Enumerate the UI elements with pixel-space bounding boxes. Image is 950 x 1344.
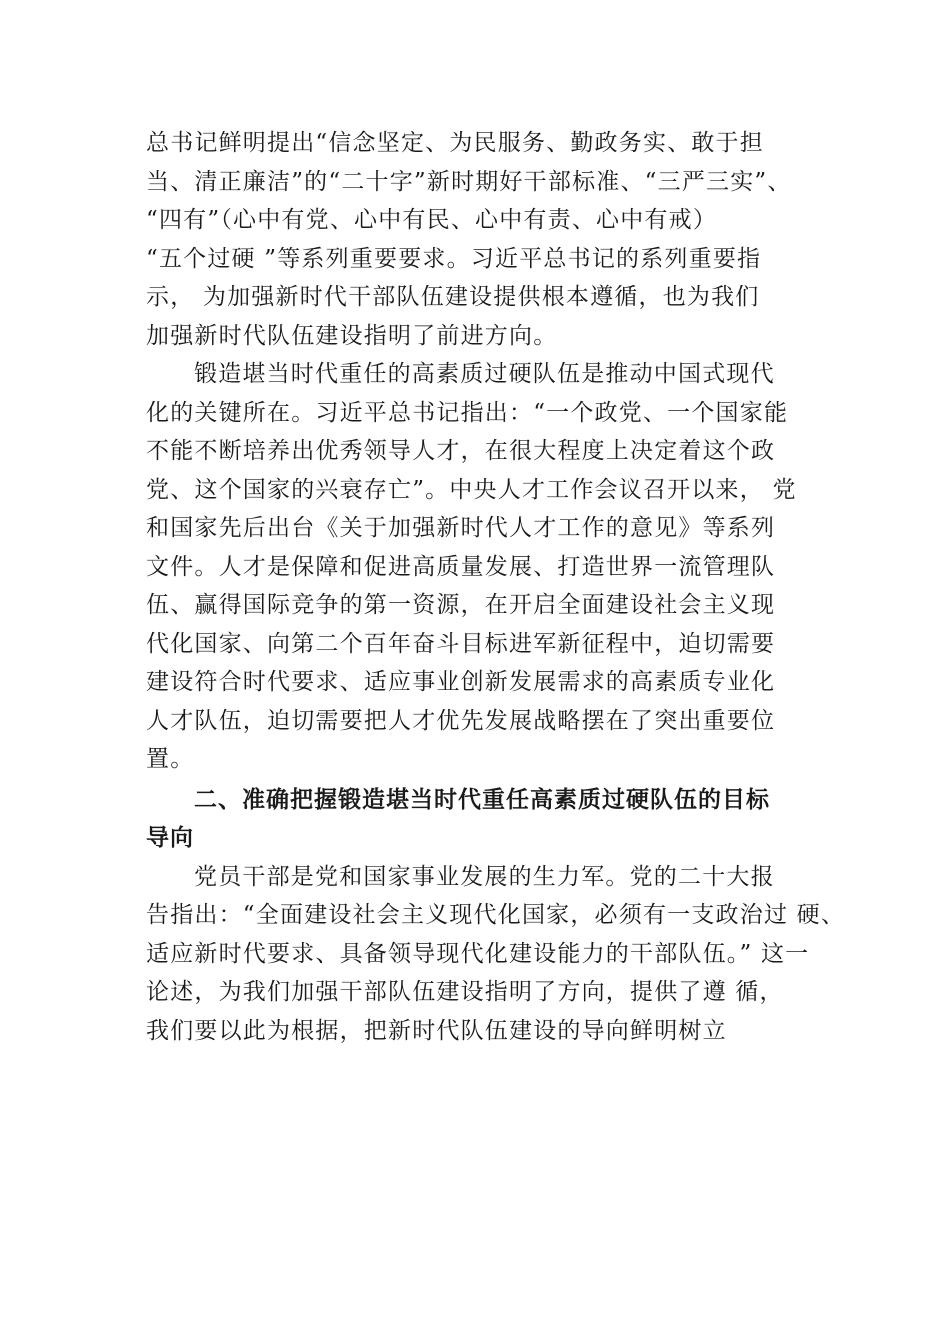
text-line: 适应新时代要求、具备领导现代化建设能力的干部队伍。” 这一 [146, 940, 810, 967]
text-line: 当、清正廉洁”的“二十字”新时期好干部标准、“三严三实”、 [146, 168, 792, 195]
heading-line: 导向 [146, 825, 194, 851]
text-line: 不能不断培养出优秀领导人才，在很大程度上决定着这个政 [146, 438, 776, 464]
text-line: “五个过硬 ”等系列重要要求。习近平总书记的系列重要指 [146, 245, 762, 272]
text-line: 化的关键所在。习近平总书记指出：“一个政党、一个国家能 [146, 399, 789, 426]
text-line: 伍、赢得国际竞争的第一资源，在开启全面建设社会主义现 [146, 592, 776, 618]
paragraph-1 [146, 124, 826, 355]
text-line: 总书记鲜明提出“信念坚定、为民服务、勤政务实、敢于担 [146, 130, 764, 156]
text-line: 锻造堪当时代重任的高素质过硬队伍是推动中国式现代 [194, 361, 775, 387]
text-line: 论述，为我们加强干部队伍建设指明了方向，提供了遵 循， [146, 979, 784, 1005]
text-line: 加强新时代队伍建设指明了前进方向。 [146, 322, 558, 349]
text-line: 党、这个国家的兴衰存亡”。中央人才工作会议召开以来， 党 [146, 476, 797, 503]
section-heading [146, 781, 826, 858]
paragraph-2 [146, 355, 826, 779]
text-line: 置。 [146, 746, 195, 772]
text-line: “四有”（心中有党、心中有民、心中有责、心中有戒） [146, 207, 718, 233]
text-line: 和国家先后出台《关于加强新时代人才工作的意见》等系列 [146, 515, 776, 541]
text-line: 我们要以此为根据，把新时代队伍建设的导向鲜明树立 [146, 1017, 727, 1044]
heading-line: 二、准确把握锻造堪当时代重任高素质过硬队伍的目标 [194, 786, 770, 813]
text-line: 人才队伍，迫切需要把人才优先发展战略摆在了突出重要位 [146, 707, 776, 734]
paragraph-3 [146, 858, 846, 1051]
document-body [146, 124, 846, 1050]
text-line: 党员干部是党和国家事业发展的生力军。党的二十大报 [194, 863, 775, 890]
text-line: 文件。人才是保障和促进高质量发展、打造世界一流管理队 [146, 553, 776, 580]
text-line: 建设符合时代要求、适应事业创新发展需求的高素质专业化 [146, 669, 776, 695]
text-line: 示， 为加强新时代干部队伍建设提供根本遵循，也为我们 [146, 284, 760, 310]
text-line: 告指出：“全面建设社会主义现代化国家，必须有一支政治过 硬、 [146, 902, 846, 928]
text-line: 代化国家、向第二个百年奋斗目标进军新征程中，迫切需要 [146, 630, 776, 657]
